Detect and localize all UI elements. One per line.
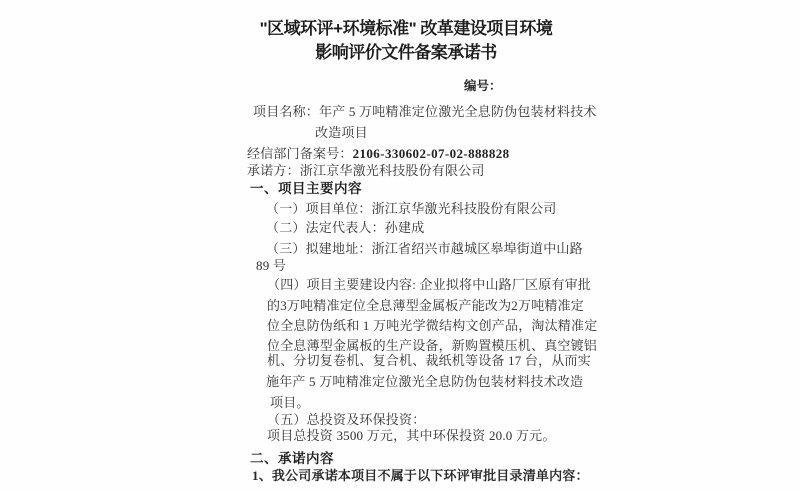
line-item-4-cont-5: 施年产 5 万吨精准定位激光全息防伪包装材料技术改造 (266, 374, 584, 389)
line-item-4-cont-6: 项目。 (270, 395, 310, 410)
line-promisor: 承诺方：浙江京华激光科技股份有限公司 (247, 163, 485, 178)
line-commitment-1: 1、我公司承诺本项目不属于以下环评审批目录清单内容： (252, 468, 589, 483)
line-item-1-unit: （一）项目单位：浙江京华激光科技股份有限公司 (266, 201, 557, 216)
page-title-line-2: 影响评价文件备案承诺书 (315, 43, 497, 62)
page-title-line-1: "区域环评+环境标准" 改革建设项目环境 (259, 19, 553, 38)
line-item-3-address: （三）拟建地址：浙江省绍兴市越城区皋埠街道中山路 (266, 241, 583, 256)
serial-number-label: 编号： (464, 79, 502, 93)
line-project-name: 项目名称：年产 5 万吨精准定位激光全息防伪包装材料技术 (253, 104, 597, 119)
section-heading-1: 一、项目主要内容 (250, 181, 362, 196)
line-item-5-investment: （五）总投资及环保投资： (267, 412, 426, 427)
registration-number: 2106-330602-07-02-888828 (352, 146, 510, 161)
line-item-4-cont-3: 位全息薄型金属板的生产设备，新购置模压机、真空镀铝 (267, 338, 598, 353)
line-item-4-cont-2: 位全息防伪纸和 1 万吨光学微结构文创产品，淘汰精准定 (267, 318, 598, 333)
line-item-4-cont-1: 的3万吨精准定位全息薄型金属板产能改为2万吨精准定 (267, 298, 585, 313)
registration-label: 经信部门备案号： (247, 146, 353, 161)
line-investment-detail: 项目总投资 3500 万元，其中环保投资 20.0 万元。 (267, 428, 556, 443)
line-registration-no (247, 146, 510, 161)
line-item-3-address-cont: 89 号 (256, 258, 287, 273)
line-project-name-cont: 改造项目 (315, 125, 368, 140)
line-item-4-cont-4: 机、分切复卷机、复合机、裁纸机等设备 17 台，从而实 (267, 353, 591, 368)
section-heading-2: 二、承诺内容 (250, 451, 334, 466)
document-title (243, 17, 569, 65)
line-item-4-construction: （四）项目主要建设内容: 企业拟将中山路厂区原有审批 (267, 277, 592, 292)
line-item-2-legal-rep: （二）法定代表人：孙建成 (266, 220, 425, 235)
